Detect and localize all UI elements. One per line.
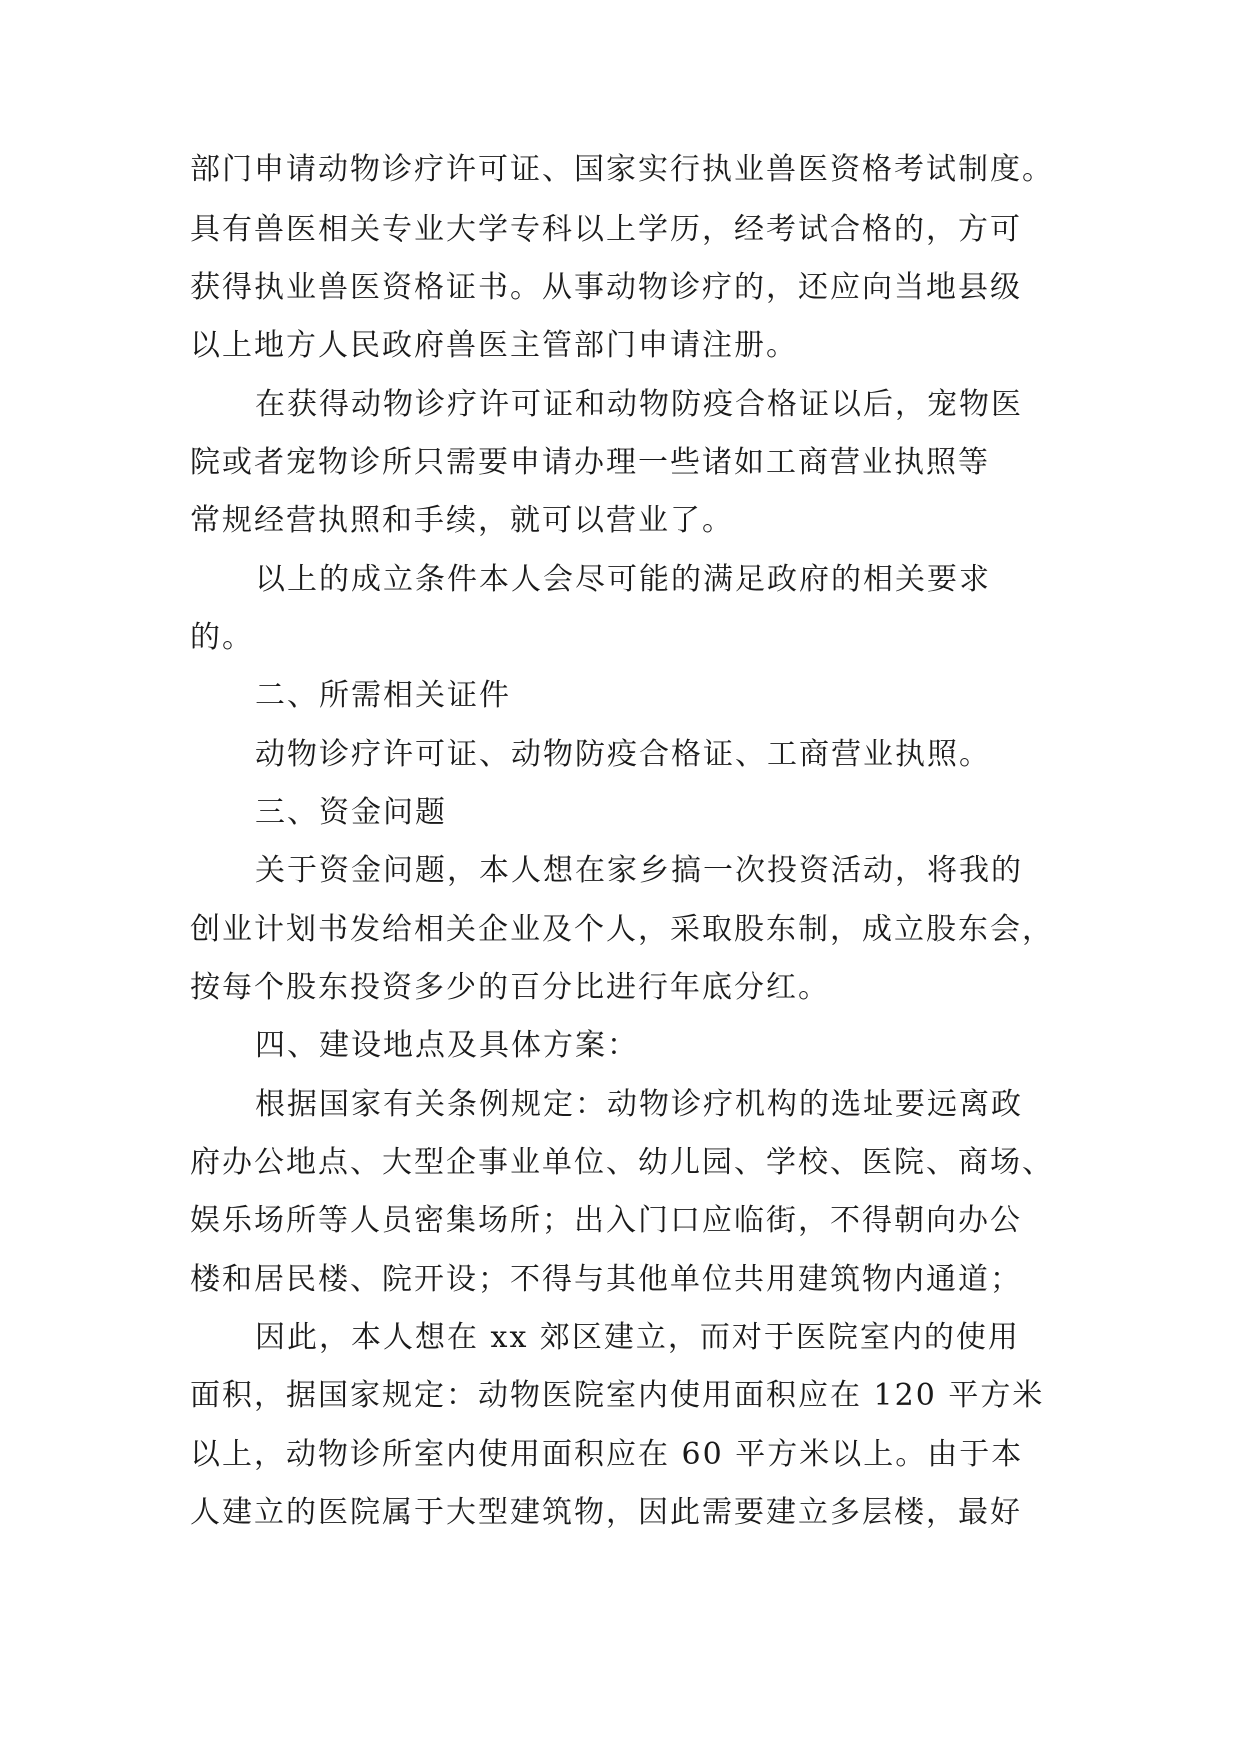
text-line: 面积，据国家规定：动物医院室内使用面积应在 120 平方米	[190, 1378, 1045, 1413]
paragraph-start-line: 动物诊疗许可证、动物防疫合格证、工商营业执照。	[255, 737, 991, 772]
text-line: 部门申请动物诊疗许可证、国家实行执业兽医资格考试制度。	[190, 152, 1054, 187]
paragraph-start-line: 以上的成立条件本人会尽可能的满足政府的相关要求	[255, 562, 991, 597]
text-line: 娱乐场所等人员密集场所；出入门口应临街，不得朝向办公	[190, 1203, 1022, 1238]
text-line: 楼和居民楼、院开设；不得与其他单位共用建筑物内通道；	[190, 1262, 1022, 1297]
paragraph-start-line: 在获得动物诊疗许可证和动物防疫合格证以后，宠物医	[255, 387, 1023, 422]
text-line: 以上地方人民政府兽医主管部门申请注册。	[190, 328, 798, 363]
section-heading: 四、建设地点及具体方案：	[255, 1028, 639, 1063]
text-line: 按每个股东投资多少的百分比进行年底分红。	[190, 970, 830, 1005]
section-heading: 二、所需相关证件	[255, 678, 511, 713]
text-line: 创业计划书发给相关企业及个人，采取股东制，成立股东会，	[190, 912, 1054, 947]
paragraph-start-line: 因此，本人想在 xx 郊区建立，而对于医院室内的使用	[255, 1320, 1020, 1355]
section-heading: 三、资金问题	[255, 795, 447, 830]
text-line: 具有兽医相关专业大学专科以上学历，经考试合格的，方可	[190, 212, 1022, 247]
text-line: 获得执业兽医资格证书。从事动物诊疗的，还应向当地县级	[190, 270, 1022, 305]
text-line: 院或者宠物诊所只需要申请办理一些诸如工商营业执照等	[190, 445, 990, 480]
text-line: 人建立的医院属于大型建筑物，因此需要建立多层楼，最好	[190, 1495, 1022, 1530]
text-line: 府办公地点、大型企事业单位、幼儿园、学校、医院、商场、	[190, 1145, 1054, 1180]
paragraph-start-line: 根据国家有关条例规定：动物诊疗机构的选址要远离政	[255, 1087, 1023, 1122]
text-line: 常规经营执照和手续，就可以营业了。	[190, 503, 734, 538]
text-line: 以上，动物诊所室内使用面积应在 60 平方米以上。由于本	[190, 1437, 1024, 1472]
text-line: 的。	[190, 620, 254, 655]
paragraph-start-line: 关于资金问题，本人想在家乡搞一次投资活动，将我的	[255, 853, 1023, 888]
